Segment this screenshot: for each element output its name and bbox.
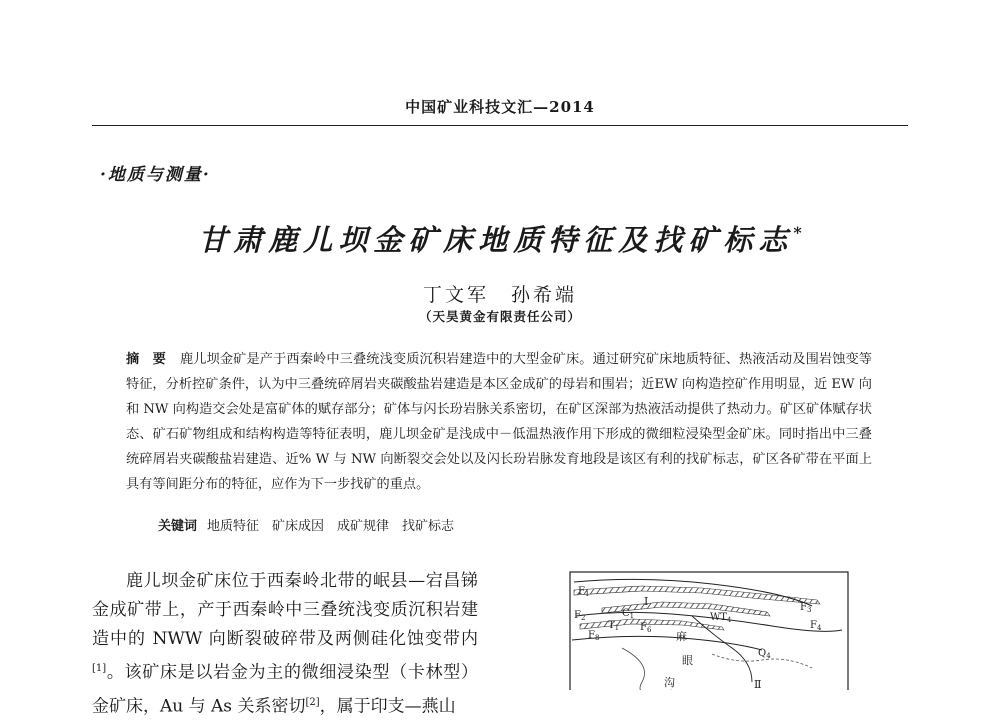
label-yan: 眼 xyxy=(682,654,693,667)
title-footnote-mark: * xyxy=(793,223,802,242)
article-title xyxy=(0,218,1000,259)
affiliation: （天昊黄金有限责任公司） xyxy=(418,309,581,324)
keywords xyxy=(158,515,454,534)
citation-1: [1] xyxy=(92,663,107,674)
label-c1: $C_1$ xyxy=(622,608,635,620)
body-text-1: 鹿儿坝金矿床位于西秦岭北带的岷县—宕昌锑金成矿带上，产于西秦岭中三叠统浅变质沉积岩建造中的 NWW 向断裂破碎带及两侧硅化蚀变带内 xyxy=(92,571,478,649)
label-q4: $Q_4$ xyxy=(758,648,771,660)
ore-belt-1 xyxy=(574,586,820,604)
body-text-2: 。该矿床是以岩金为主的微细浸染型（卡林型）金矿床，Au 与 As 关系密切 xyxy=(92,662,478,717)
label-f4: $F_4$ xyxy=(810,620,822,632)
body-text-3: ，属于印支—燕山 xyxy=(319,696,456,717)
header-rule xyxy=(92,125,908,126)
label-f2: $F_2$ xyxy=(574,610,586,622)
geologic-map-figure xyxy=(562,564,858,690)
abstract-text: 鹿儿坝金矿是产于西秦岭中三叠统浅变质沉积岩建造中的大型金矿床。通过研究矿床地质特征、热液活动及围岩蚀变等特征，分析控矿条件，认为中三叠统碎屑岩夹碳酸盐岩建造是本区金成矿的母岩和围岩；近EW 向构造控矿作用明显，近 EW 向和 NW 向构造交会处是富矿体的赋存部分；矿体与闪长玢岩脉关系密切，在矿区深部为热液活动提供了热动力。矿区矿体赋存状态、矿石矿物组成和结构构造等特征表明，鹿儿坝金矿是浅成中－低温热液作用下形成的微细粒浸染型金矿床。同时指出中三叠统碎屑岩夹碳酸盐岩建造、近% W 与 NW 向断裂交会处以及闪长玢岩脉发育地段是该区有利的找矿标志，矿区各矿带在平面上具有等间距分布的特征，应作为下一步找矿的重点。 xyxy=(126,352,872,492)
title-text: 甘肃鹿儿坝金矿床地质特征及找矿标志 xyxy=(198,223,794,257)
section-label: ·地质与测量· xyxy=(100,165,211,185)
abstract-label: 摘 要 xyxy=(126,352,166,367)
label-f3: $F_3$ xyxy=(800,602,812,614)
label-wt4: $WT_4$ xyxy=(710,612,732,624)
label-f1: $F_1$ xyxy=(578,586,590,598)
citation-2: [2] xyxy=(305,696,320,708)
label-t1: $T_1$ xyxy=(608,620,620,632)
abstract xyxy=(126,347,872,497)
label-roman-1: Ⅰ xyxy=(644,595,649,608)
body-paragraph xyxy=(92,567,478,721)
label-f8: $F_8$ xyxy=(588,630,600,642)
keywords-label: 关键词 xyxy=(158,519,198,534)
label-gou: 沟 xyxy=(664,676,675,689)
authors: 丁文军 孙希端 xyxy=(422,284,577,306)
label-f6: $F_6$ xyxy=(640,622,652,634)
running-header: 中国矿业科技文汇—2014 xyxy=(405,98,595,116)
geologic-map-svg xyxy=(562,564,858,690)
keywords-text: 地质特征 矿床成因 成矿规律 找矿标志 xyxy=(207,519,455,534)
label-roman-2: Ⅱ xyxy=(754,678,762,690)
fault-line-3 xyxy=(572,636,762,650)
label-ma: 麻 xyxy=(676,630,687,643)
